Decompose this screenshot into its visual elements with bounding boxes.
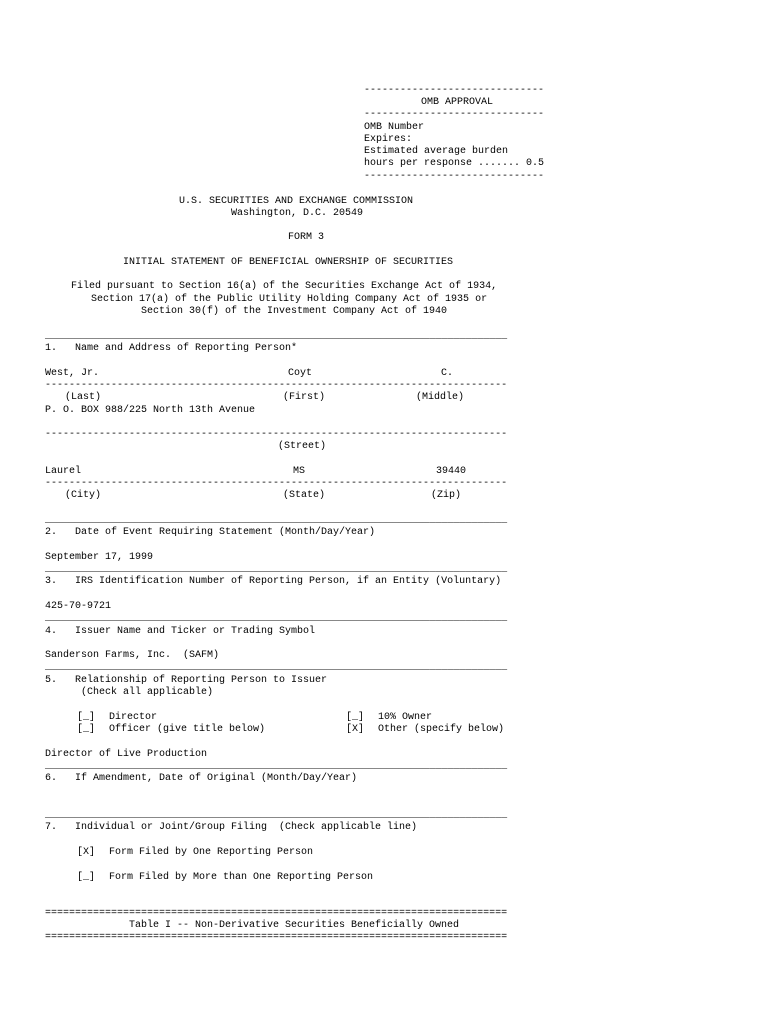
omb-burden-label: Estimated average burden	[364, 146, 509, 157]
table-rule-top: =============================================================================	[45, 908, 508, 919]
section-rule: _____________________________________________________________________________	[45, 613, 508, 624]
section-rule: _____________________________________________________________________________	[45, 515, 508, 526]
reporting-person-street: P. O. BOX 988/225 North 13th Avenue	[45, 405, 256, 416]
event-date-value: September 17, 1999	[45, 552, 154, 563]
form-title: INITIAL STATEMENT OF BENEFICIAL OWNERSHIP OF SECURITIES	[123, 257, 454, 268]
officer-checkbox[interactable]: [_]	[77, 724, 96, 735]
director-checkbox[interactable]: [_]	[77, 712, 96, 723]
omb-rule-bottom: ------------------------------	[364, 171, 545, 182]
first-label: (First)	[283, 392, 326, 403]
section-rule: _____________________________________________________________________________	[45, 662, 508, 673]
one-reporting-person-label: Form Filed by One Reporting Person	[109, 847, 314, 858]
one-reporting-person-checkbox[interactable]: [X]	[77, 847, 96, 858]
city-label: (City)	[65, 490, 102, 501]
dash-rule: -----------------------------------------------------------------------------	[45, 429, 508, 440]
item-5-subheading: (Check all applicable)	[81, 687, 214, 698]
zip-label: (Zip)	[431, 490, 462, 501]
omb-rule-top: ------------------------------	[364, 85, 545, 96]
irs-number-value: 425-70-9721	[45, 601, 112, 612]
item-5-heading: 5. Relationship of Reporting Person to Issuer	[45, 675, 328, 686]
form-number: FORM 3	[288, 232, 325, 243]
officer-label: Officer (give title below)	[109, 724, 266, 735]
section-rule: _____________________________________________________________________________	[45, 564, 508, 575]
agency-location: Washington, D.C. 20549	[231, 208, 364, 219]
omb-approval-title: OMB APPROVAL	[421, 97, 494, 108]
reporting-person-zip: 39440	[436, 466, 467, 477]
section-rule: _____________________________________________________________________________	[45, 761, 508, 772]
reporting-person-last-name: West, Jr.	[45, 368, 100, 379]
dash-rule: -----------------------------------------------------------------------------	[45, 380, 508, 391]
omb-rule-mid: ------------------------------	[364, 109, 545, 120]
table-1-title: Table I -- Non-Derivative Securities Beneficially Owned	[129, 920, 460, 931]
middle-label: (Middle)	[416, 392, 465, 403]
multiple-reporting-persons-label: Form Filed by More than One Reporting Person	[109, 872, 374, 883]
last-label: (Last)	[65, 392, 102, 403]
omb-expires-label: Expires:	[364, 134, 413, 145]
multiple-reporting-persons-checkbox[interactable]: [_]	[77, 872, 96, 883]
relationship-title-value: Director of Live Production	[45, 749, 208, 760]
item-1-heading: 1. Name and Address of Reporting Person*	[45, 343, 298, 354]
reporting-person-middle-initial: C.	[441, 368, 454, 379]
director-label: Director	[109, 712, 158, 723]
reporting-person-city: Laurel	[45, 466, 82, 477]
section-rule: _____________________________________________________________________________	[45, 810, 508, 821]
item-2-heading: 2. Date of Event Requiring Statement (Month/Day/Year)	[45, 527, 376, 538]
dash-rule: -----------------------------------------------------------------------------	[45, 478, 508, 489]
other-label: Other (specify below)	[378, 724, 505, 735]
reporting-person-first-name: Coyt	[288, 368, 313, 379]
filed-pursuant-line-3: Section 30(f) of the Investment Company Act of 1940	[141, 306, 448, 317]
omb-burden-hours: hours per response ....... 0.5	[364, 158, 545, 169]
item-4-heading: 4. Issuer Name and Ticker or Trading Symbol	[45, 626, 316, 637]
item-7-heading: 7. Individual or Joint/Group Filing (Check applicable line)	[45, 822, 418, 833]
issuer-name-value: Sanderson Farms, Inc. (SAFM)	[45, 650, 220, 661]
ten-percent-owner-checkbox[interactable]: [_]	[346, 712, 365, 723]
section-rule: _____________________________________________________________________________	[45, 331, 508, 342]
reporting-person-state: MS	[293, 466, 306, 477]
item-6-heading: 6. If Amendment, Date of Original (Month/Day/Year)	[45, 773, 358, 784]
item-3-heading: 3. IRS Identification Number of Reporting Person, if an Entity (Voluntary)	[45, 576, 502, 587]
omb-number-label: OMB Number	[364, 122, 425, 133]
street-label: (Street)	[278, 441, 327, 452]
filed-pursuant-line-2: Section 17(a) of the Public Utility Holding Company Act of 1935 or	[91, 294, 488, 305]
filed-pursuant-line-1: Filed pursuant to Section 16(a) of the Securities Exchange Act of 1934,	[71, 281, 498, 292]
other-checkbox[interactable]: [X]	[346, 724, 365, 735]
table-rule-bottom: =============================================================================	[45, 932, 508, 943]
state-label: (State)	[283, 490, 326, 501]
ten-percent-owner-label: 10% Owner	[378, 712, 433, 723]
agency-name: U.S. SECURITIES AND EXCHANGE COMMISSION	[179, 196, 414, 207]
